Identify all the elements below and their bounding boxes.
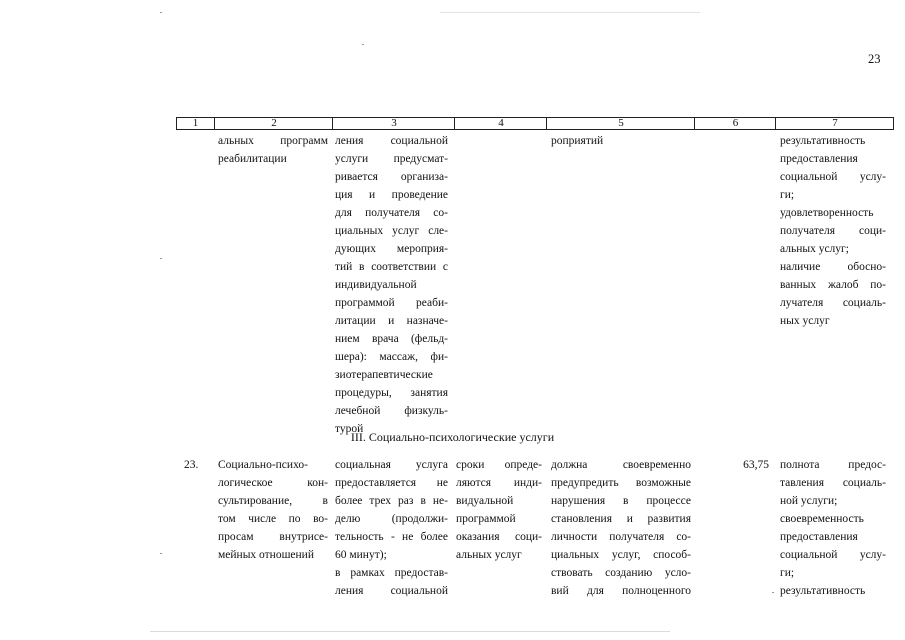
scan-speck (362, 44, 364, 45)
scan-artifact-bottom (150, 631, 670, 632)
continued-col-5: роприятий (551, 135, 604, 147)
scan-artifact-top (440, 12, 700, 13)
continued-col-7: результативность предоставления социальной услу- ги; удовлетворенность получателя соци- альных услуг; наличие обосно- ванных жалоб по- лучателя социаль- ных услуг (780, 135, 886, 327)
row23-col-7: полнота предос- тавления социаль- ной услуги; своевременность предоставления социальной услу- ги; результативность (780, 459, 886, 597)
table-header-row (176, 117, 894, 130)
header-col-1: 1 (192, 117, 199, 129)
header-col-4: 4 (454, 118, 547, 129)
page-number: 23 (868, 52, 881, 66)
continued-col-3: ления социальной услуги предусмат- ривается организа- ция и проведение для получателя со- циальных услуг сле- дующих мероприя- тий в соответствии с индивидуальной программой реаби- литации и назначе- нием врача (фельд- шера): массаж, фи- зиотерапевтические процедуры, занятия лечебной физкуль- турой (335, 135, 448, 435)
row-number: 23. (184, 459, 199, 471)
header-col-2: 2 (214, 118, 333, 129)
header-col-7: 7 (775, 118, 894, 129)
row23-col-2: Социально-психо- логическое кон- сультирование, в том числе по во- просам внутрисе- мейных отношений (218, 459, 328, 561)
scan-speck (160, 553, 162, 554)
header-col-3: 3 (332, 118, 455, 129)
scan-speck (160, 12, 162, 13)
header-col-6: 6 (694, 118, 776, 129)
scan-speck (772, 592, 774, 593)
header-col-5: 5 (546, 118, 695, 129)
row23-col-6-value: 63,75 (743, 459, 769, 471)
row23-col-3: социальная услуга предоставляется не более трех раз в не- делю (продолжи- тельность - не более 60 минут); в рамках предостав- ления социальной (335, 459, 448, 597)
row23-col-4: сроки опреде- ляются инди- видуальной программой оказания соци- альных услуг (456, 459, 542, 561)
row23-col-5: должна своевременно предупредить возможные нарушения в процессе становления и развития личности получателя со- циальных услуг, способ- ствовать созданию усло- вий для полноценного (551, 459, 691, 597)
section-title: III. Социально-психологические услуги (350, 430, 555, 444)
scan-speck (160, 258, 162, 259)
continued-col-2: альных программ реабилитации (218, 135, 328, 165)
